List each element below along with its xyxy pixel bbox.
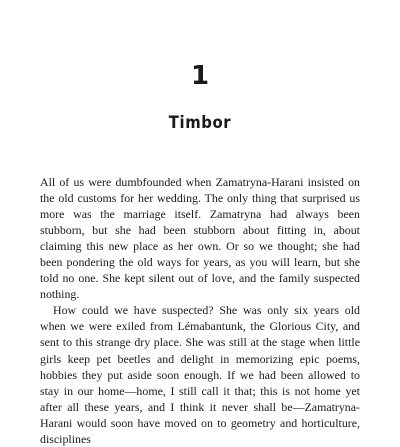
- chapter-body: [40, 174, 360, 447]
- paragraph-2: How could we have suspected? She was only six years old when we were exiled from Lémabantunk, the Glorious City, and sent to this strange dry place. She was still at the stage when little girls keep pet beetles and delight in memorizing epic poems, hobbies they put aside soon enough. If we had been allowed to stay in our home—home, I still call it that; this is not home yet after all these years, and I think it never shall be—Zamatryna-Harani would soon have moved on to geometry and horticulture, disciplines: [40, 303, 360, 446]
- chapter-number: 1: [190, 61, 210, 91]
- chapter-title: Timbor: [168, 113, 232, 132]
- paragraph-1: All of us were dumbfounded when Zamatryna-Harani insisted on the old customs for her wedding. The only thing that surprised us more was the marriage itself. Zamatryna had always been stubborn, but she had been stubborn about fitting in, about claiming this new place as her own. Or so we thought; she had been pondering the old ways for years, as you will learn, but she told no one. She kept silent out of love, and the family suspected nothing.: [40, 175, 360, 302]
